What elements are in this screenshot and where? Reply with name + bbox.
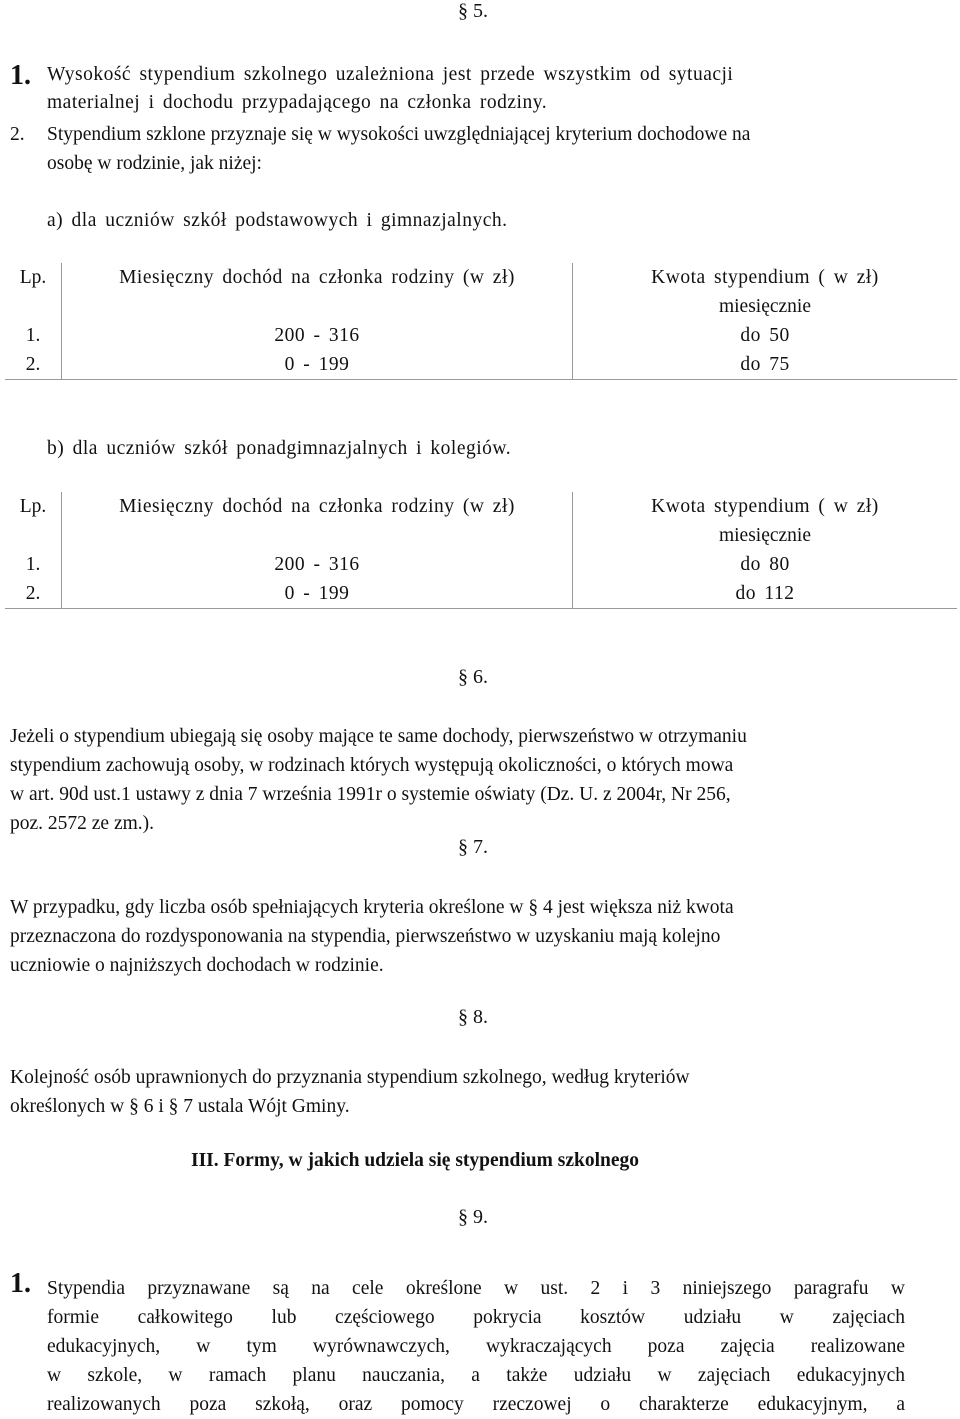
- item-number: 1.: [10, 1268, 31, 1299]
- paragraph-line: formie całkowitego lub częściowego pokrycia kosztów udziału w zajęciach: [47, 1307, 905, 1328]
- section-5-heading: § 5.: [458, 0, 488, 22]
- col-income-header: Miesięczny dochód na członka rodziny (w zł): [62, 492, 573, 521]
- col-lp-header: Lp.: [5, 492, 62, 521]
- income-table-a: [5, 263, 957, 380]
- table-row: [5, 550, 957, 579]
- section-7-text: [10, 893, 945, 980]
- cell-amount: do 50: [740, 325, 790, 346]
- cell-amount: do 80: [740, 554, 790, 575]
- paragraph-line: realizowanych poza szkołą, oraz pomocy rzeczowej o charakterze edukacyjnym, a: [47, 1394, 905, 1415]
- table-row: [5, 579, 957, 609]
- chapter-title: III. Formy, w jakich udziela się stypendium szkolnego: [191, 1150, 639, 1171]
- paragraph-line: przeznaczona do rozdysponowania na stypendia, pierwszeństwo w uzyskaniu mają kolejno: [10, 926, 721, 947]
- col-amount-header: Kwota stypendium ( w zł): [651, 496, 879, 517]
- cell-lp: 1.: [5, 550, 62, 579]
- paragraph-line: W przypadku, gdy liczba osób spełniających kryteria określone w § 4 jest większa niż kwota: [10, 897, 734, 918]
- section-6-text: [10, 722, 945, 838]
- item-line: Stypendium szklone przyznaje się w wysokości uwzględniającej kryterium dochodowe na: [47, 124, 751, 145]
- section-7-heading: § 7.: [458, 836, 488, 858]
- income-table-b: [5, 492, 957, 609]
- cell-income: 0 - 199: [62, 579, 573, 609]
- paragraph-line: Kolejność osób uprawnionych do przyznania stypendium szkolnego, według kryteriów: [10, 1067, 690, 1088]
- paragraph-line: stypendium zachowują osoby, w rodzinach których występują okoliczności, o których mowa: [10, 755, 734, 776]
- paragraph-line: edukacyjnych, w tym wyrównawczych, wykraczających poza zajęcia realizowane: [47, 1336, 905, 1357]
- table-row: [5, 350, 957, 380]
- col-lp-header: Lp.: [5, 263, 62, 292]
- table-b-caption: b) dla uczniów szkół ponadgimnazjalnych i kolegiów.: [47, 438, 512, 459]
- section-6-heading: § 6.: [458, 666, 488, 688]
- cell-lp: 1.: [5, 321, 62, 350]
- col-income-header: Miesięczny dochód na członka rodziny (w zł): [62, 263, 573, 292]
- item-number: 1.: [10, 60, 31, 91]
- item-number: 2.: [10, 124, 25, 145]
- cell-income: 200 - 316: [62, 321, 573, 350]
- section-8-text: [10, 1063, 945, 1121]
- table-header-row: [5, 492, 957, 521]
- paragraph-line: Jeżeli o stypendium ubiegają się osoby mające te same dochody, pierwszeństwo w otrzymaniu: [10, 726, 747, 747]
- cell-amount: do 75: [573, 350, 958, 380]
- cell-amount: do 112: [573, 579, 958, 609]
- item-line: osobę w rodzinie, jak niżej:: [47, 153, 262, 174]
- col-amount-header-sub: miesięcznie: [718, 296, 812, 317]
- item-line: materialnej i dochodu przypadającego na członka rodziny.: [47, 92, 548, 113]
- section-9-text: [47, 1274, 905, 1419]
- cell-lp: 2.: [5, 579, 62, 609]
- paragraph-line: uczniowie o najniższych dochodach w rodzinie.: [10, 955, 384, 976]
- item-line: Wysokość stypendium szkolnego uzależniona jest przede wszystkim od sytuacji: [47, 64, 734, 85]
- paragraph-line: określonych w § 6 i § 7 ustala Wójt Gminy.: [10, 1096, 350, 1117]
- paragraph-line: Stypendia przyznawane są na cele określone w ust. 2 i 3 niniejszego paragrafu w: [47, 1278, 905, 1299]
- col-amount-header-sub: miesięcznie: [718, 525, 812, 546]
- cell-income: 200 - 316: [62, 550, 573, 579]
- cell-income: 0 - 199: [62, 350, 573, 380]
- table-a-caption: a) dla uczniów szkół podstawowych i gimnazjalnych.: [47, 210, 508, 231]
- section-9-heading: § 9.: [458, 1206, 488, 1228]
- paragraph-line: w szkole, w ramach planu nauczania, a także udziału w zajęciach edukacyjnych: [47, 1365, 905, 1386]
- paragraph-line: w art. 90d ust.1 ustawy z dnia 7 września 1991r o systemie oświaty (Dz. U. z 2004r, Nr 256,: [10, 784, 731, 805]
- table-row: [5, 321, 957, 350]
- table-header-row: [5, 292, 957, 321]
- cell-lp: 2.: [5, 350, 62, 380]
- table-header-row: [5, 521, 957, 550]
- paragraph-line: poz. 2572 ze zm.).: [10, 813, 155, 834]
- section-8-heading: § 8.: [458, 1006, 488, 1028]
- table-header-row: [5, 263, 957, 292]
- col-amount-header: Kwota stypendium ( w zł): [651, 267, 879, 288]
